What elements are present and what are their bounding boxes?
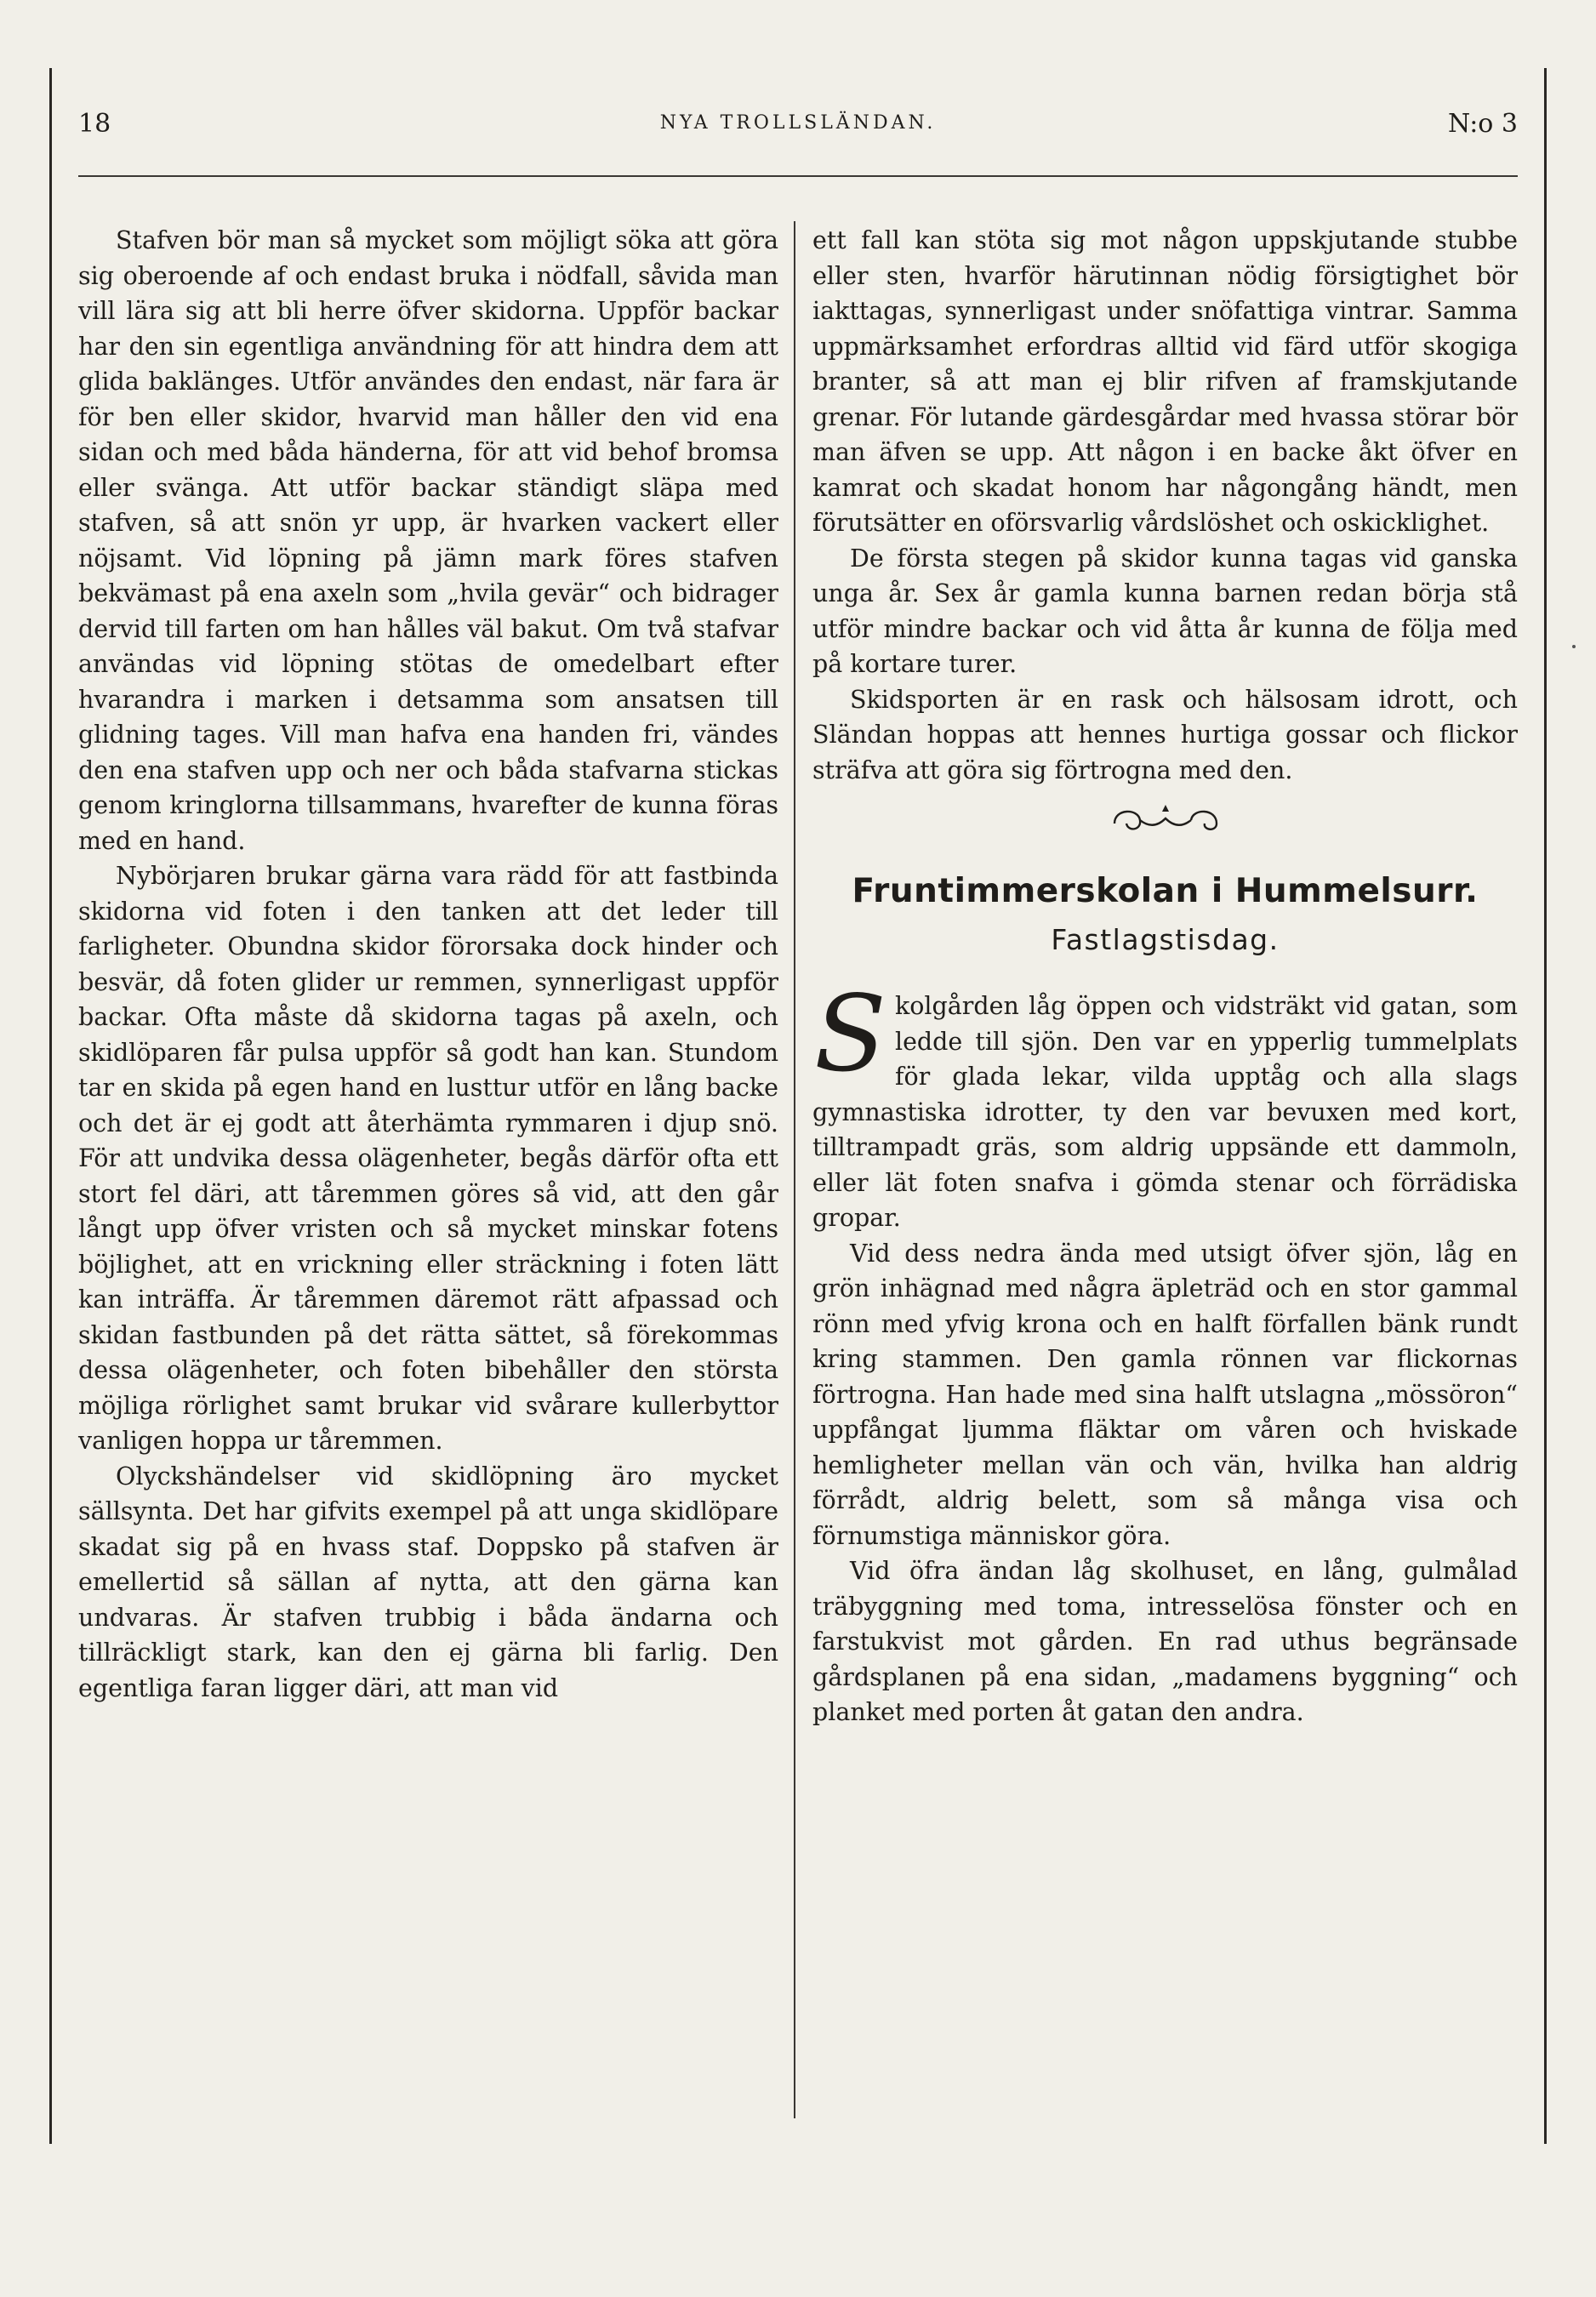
paragraph: Vid öfra ändan låg skolhuset, en lång, gulmålad träbyggning med toma, intresselösa fönster och en farstukvist mot gården. En rad uthus begränsade gårdsplanen på ena sidan, „madamens byggning“ och planket med porten åt gatan den andra.	[812, 1557, 1518, 1726]
section-title: Fruntimmerskolan i Hummelsurr.	[852, 872, 1479, 910]
paragraph: De första stegen på skidor kunna tagas vid ganska unga år. Sex år gamla kunna barnen redan börja stå utför mindre backar och vid åtta år kunna de följa med på kortare turer.	[812, 544, 1518, 678]
right-border-line	[1544, 68, 1547, 2144]
left-column	[78, 223, 778, 1706]
running-title: NYA TROLLSLÄNDAN.	[659, 112, 937, 134]
paragraph: Nybörjaren brukar gärna vara rädd för att fastbinda skidorna vid foten i den tanken att det leder till farligheter. Obundna skidor förorsaka dock hinder och besvär, då foten glider ur remmen, synnerligast uppför backar. Ofta måste då skidorna tagas på axeln, och skidlöparen får pulsa uppför så godt han kan. Stundom tar en skida på egen hand en lusttur utför en lång backe och det är ej godt att återhämta rymmaren i djup snö. För att undvika dessa olägenheter, begås därför ofta ett stort fel däri, att tåremmen göres så vid, att den går långt upp öfver vristen och så mycket minskar fotens böjlighet, att en vrickning eller sträckning i foten lätt kan inträffa. Är tåremmen däremot rätt afpassad och skidan fastbunden på det rätta sättet, så förekommas dessa olägenheter, och foten bibehåller den största möjliga rörlighet samt brukar vid svårare kullerbyttor vanligen hoppa ur tåremmen.	[78, 862, 778, 1455]
section-ornament	[812, 788, 1518, 859]
paragraph: Skidsporten är en rask och hälsosam idrott, och Sländan hoppas att hennes hurtiga gossar och flickor sträfva att göra sig förtrogna med den.	[812, 685, 1518, 784]
paragraph-with-drop-cap	[812, 973, 1518, 1236]
paragraph: Stafven bör man så mycket som möjligt söka att göra sig oberoende af och endast bruka i nödfall, såvida man vill lära sig att bli herre öfver skidorna. Uppför backar har den sin egentliga användning för att hindra dem att glida baklänges. Utför användes den endast, när fara är för ben eller skidor, hvarvid man håller den vid ena sidan och med båda händerna, för att vid behof bromsa eller svänga. Att utför backar ständigt släpa med stafven, så att snön yr upp, är hvarken vackert eller nöjsamt. Vid löpning på jämn mark föres stafven bekvämast på ena axeln som „hvila gevär“ och bidrager dervid till farten om han hålles väl bakut. Om två stafvar användas vid löpning stötas de omedelbart efter hvarandra i marken i detsamma som ansatsen till glidning tages. Vill man hafva ena handen fri, vändes den ena stafven upp och ner och båda stafvarna stickas genom kringlorna tillsammans, hvarefter de kunna föras med en hand.	[78, 226, 778, 855]
page-header	[78, 109, 1518, 146]
paragraph: Vid dess nedra ända med utsigt öfver sjön, låg en grön inhägnad med några äpleträd och en stor gammal rönn med yfvig krona och en halft förfallen bänk rundt kring stammen. Den gamla rönnen var flickornas förtrogna. Han hade med sina halft utslagna „mössöron“ uppfångat ljumma fläktar om våren och hviskade hemligheter mellan vän och vän, hvilka han aldrig förrådt, aldrig belett, som så många visa och förnumstiga människor göra.	[812, 1239, 1518, 1550]
left-border-line	[49, 68, 52, 2144]
margin-speck	[1572, 645, 1576, 648]
paragraph: ett fall kan stöta sig mot någon uppskjutande stubbe eller sten, hvarför härutinnan nödig försigtighet bör iakttagas, synnerligast under snöfattiga vintrar. Samma uppmärksamhet erfordras alltid vid färd utför skogiga branter, så att man ej blir rifven af framskjutande grenar. För lutande gärdesgårdar med hvassa störar bör man äfven se upp. Att någon i en backe åkt öfver en kamrat och skadat honom har någongång händt, men förutsätter en oförsvarlig vårdslöshet och oskicklighet.	[812, 226, 1518, 537]
page-number: 18	[78, 109, 111, 139]
column-divider	[794, 221, 795, 2118]
paragraph-text: kolgården låg öppen och vidsträkt vid gatan, som ledde till sjön. Den var en ypperlig tummelplats för glada lekar, vilda upptåg och alla slags gymnastiska idrotter, ty den var bevuxen med kort, tilltrampadt gräs, som aldrig uppsände ett dammoln, eller lät foten snafva i gömda stenar och förrädiska gropar.	[812, 992, 1518, 1232]
section-subtitle: Fastlagstisdag.	[1051, 923, 1280, 956]
right-column	[812, 223, 1518, 1730]
flourish-icon	[1097, 798, 1234, 841]
header-rule	[78, 175, 1518, 177]
issue-number: N:o 3	[1448, 109, 1518, 139]
drop-cap: S	[814, 973, 886, 1096]
paragraph: Olyckshändelser vid skidlöpning äro mycket sällsynta. Det har gifvits exempel på att unga skidlöpare skadat sig på en hvass staf. Doppsko på stafven är emellertid så sällan af nytta, att den gärna kan undvaras. Är stafven trubbig i båda ändarna och tillräckligt stark, kan den ej gärna bli farlig. Den egentliga faran ligger däri, att man vid	[78, 1462, 778, 1702]
